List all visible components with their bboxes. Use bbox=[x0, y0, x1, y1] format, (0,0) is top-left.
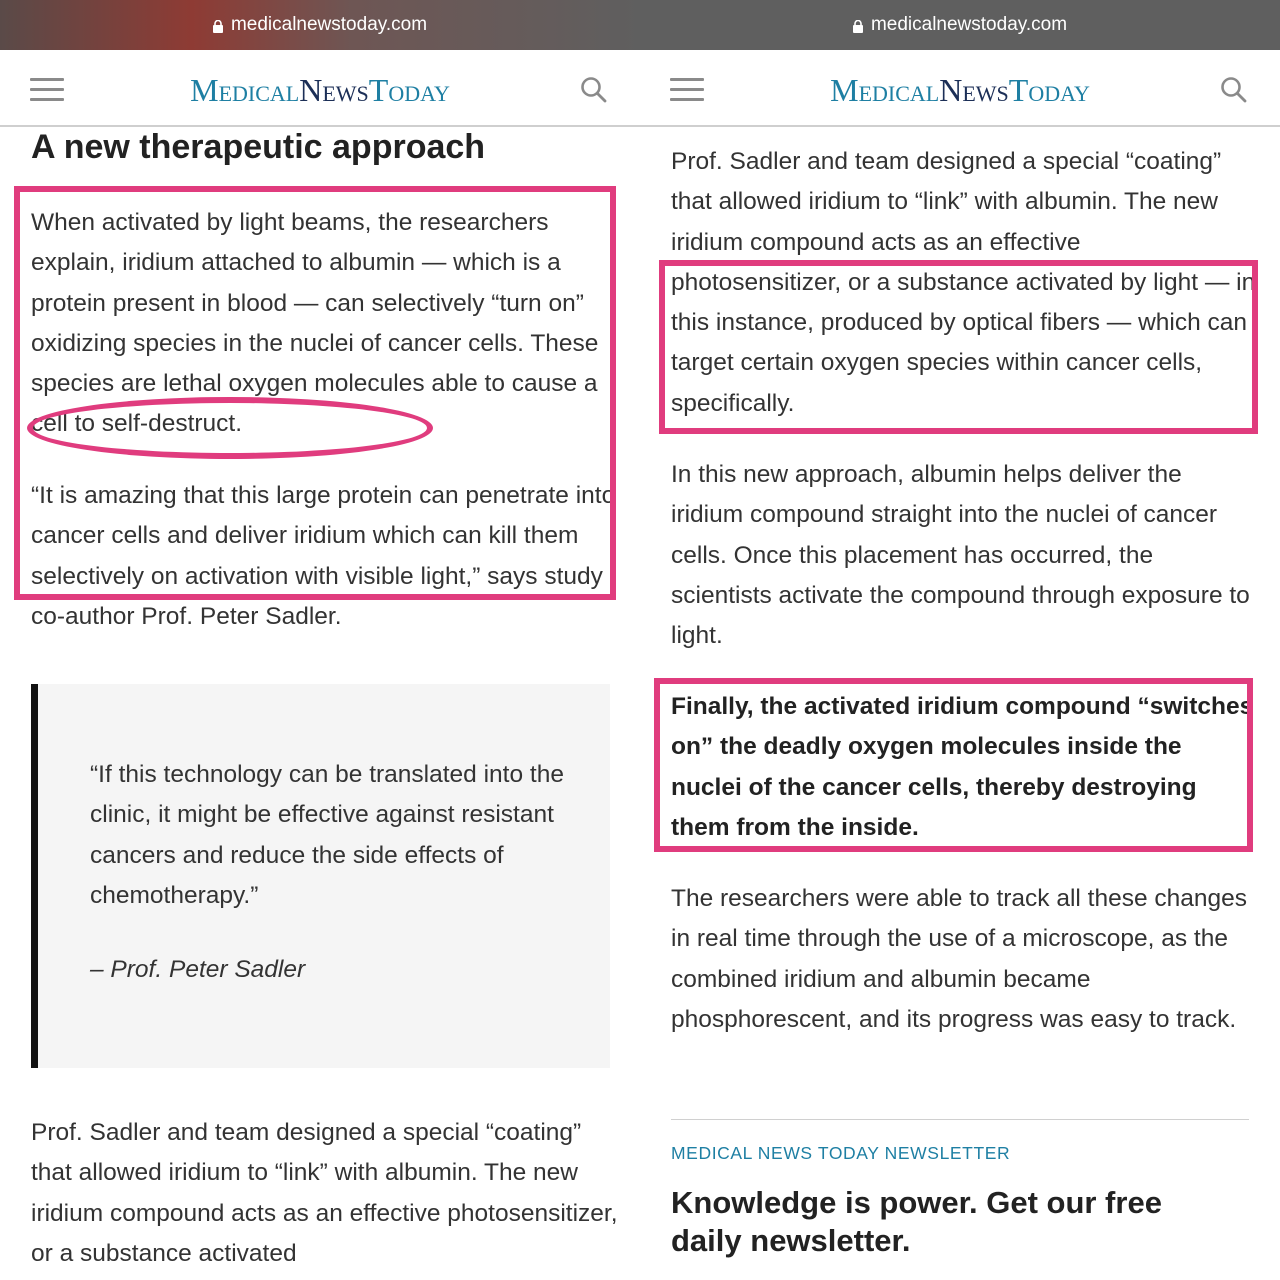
logo-part-today: Today bbox=[1008, 72, 1090, 108]
highlight-box bbox=[659, 260, 1258, 434]
site-header bbox=[0, 50, 640, 127]
url-text: medicalnewstoday.com bbox=[870, 14, 1068, 35]
article-paragraph: In this new approach, albumin helps deliver the iridium compound straight into the nuclei of cancer cells. Once this placement has occurred, the scientists activate the compound through exposure to light. bbox=[671, 461, 1250, 650]
pull-quote bbox=[31, 684, 610, 1068]
highlight-ellipse bbox=[27, 397, 433, 459]
article-paragraph: Prof. Sadler and team designed a special “coating” that allowed iridium to “link” with albumin. The new iridium compound acts as an effective photosensitizer, or a substance activated bbox=[31, 1119, 618, 1267]
address-bar[interactable] bbox=[0, 0, 640, 50]
lock-icon bbox=[853, 20, 863, 33]
article-paragraph: When activated by light beams, the researchers explain, iridium attached to albumin — which is a protein present in blood — can selectively “turn on” oxidizing species in the nuclei of cancer cells. These species are lethal oxygen molecules able to cause a cell to self-destruct. bbox=[31, 209, 599, 438]
article-paragraph: “It is amazing that this large protein can penetrate into cancer cells and deliver iridium which can kill them selectively on activation with visible light,” says study co-author Prof. Peter Sadler. bbox=[31, 482, 616, 630]
address-bar[interactable] bbox=[640, 0, 1280, 50]
highlight-box bbox=[14, 186, 616, 600]
article-paragraph-bold: Finally, the activated iridium compound “switches on” the deadly oxygen molecules inside the nuclei of the cancer cells, thereby destroying them from the inside. bbox=[671, 693, 1254, 841]
site-logo[interactable] bbox=[640, 72, 1280, 109]
logo-part-medical: Medical bbox=[190, 72, 300, 108]
highlight-box bbox=[654, 678, 1253, 852]
quote-text: “If this technology can be translated into the clinic, it might be effective against resistant cancers and reduce the side effects of chemotherapy.” bbox=[90, 761, 564, 909]
search-icon[interactable] bbox=[580, 76, 608, 104]
site-logo[interactable] bbox=[0, 72, 640, 109]
logo-part-news: News bbox=[939, 72, 1009, 108]
logo-part-today: Today bbox=[368, 72, 450, 108]
quote-author: – Prof. Peter Sadler bbox=[90, 956, 306, 983]
search-icon[interactable] bbox=[1220, 76, 1248, 104]
logo-part-medical: Medical bbox=[830, 72, 940, 108]
site-header bbox=[640, 50, 1280, 127]
article-paragraph: Prof. Sadler and team designed a special “coating” that allowed iridium to “link” with albumin. The new iridium compound acts as an effective photosensitizer, or a substance activated by light — in this instance, produced by optical fibers — which can target certain oxygen species within cancer cells, specifically. bbox=[671, 148, 1256, 417]
newsletter-label: MEDICAL NEWS TODAY NEWSLETTER bbox=[671, 1143, 1011, 1163]
logo-part-news: News bbox=[299, 72, 369, 108]
article-paragraph: The researchers were able to track all these changes in real time through the use of a microscope, as the combined iridium and albumin became phosphorescent, and its progress was easy to track. bbox=[671, 885, 1248, 1033]
section-heading: A new therapeutic approach bbox=[31, 128, 486, 166]
newsletter-title: Knowledge is power. Get our free daily newsletter. bbox=[671, 1185, 1162, 1258]
divider bbox=[671, 1119, 1249, 1120]
url-text: medicalnewstoday.com bbox=[230, 14, 428, 35]
lock-icon bbox=[213, 20, 223, 33]
right-screenshot bbox=[640, 0, 1280, 1280]
